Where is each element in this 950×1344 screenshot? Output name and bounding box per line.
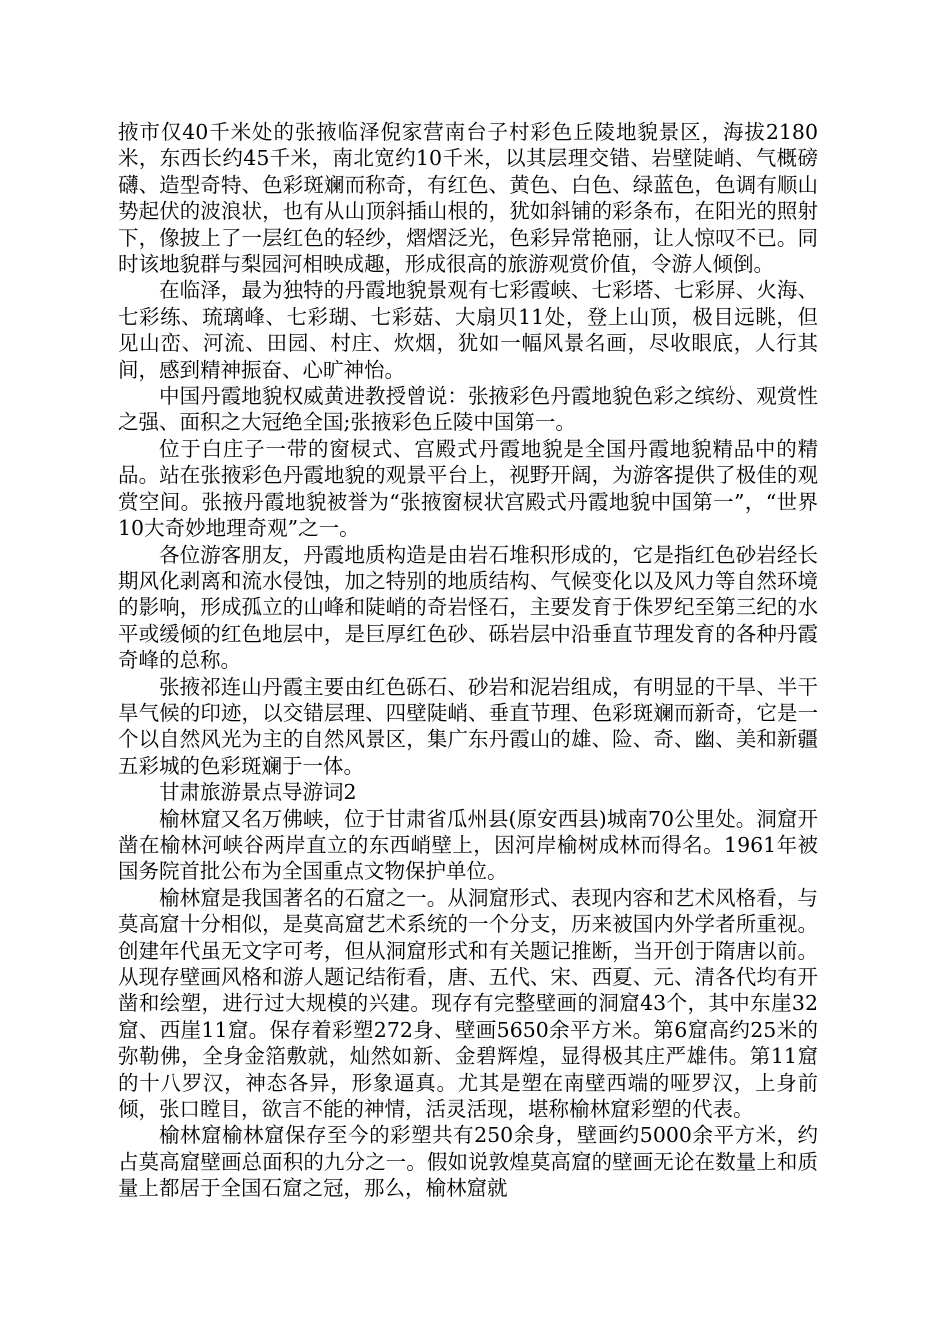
paragraph-4: 位于白庄子一带的窗棂式、宫殿式丹霞地貌是全国丹霞地貌精品中的精品。站在张掖彩色丹霞地貌的观景平台上，视野开阔，为游客提供了极佳的观赏空间。张掖丹霞地貌被誉为“张掖窗棂状宫殿式丹霞地貌中国第一”，“世界10大奇妙地理奇观”之一。 <box>118 436 818 541</box>
paragraph-6: 张掖祁连山丹霞主要由红色砾石、砂岩和泥岩组成，有明显的干旱、半干旱气候的印迹，以交错层理、四壁陡峭、垂直节理、色彩斑斓而新奇，它是一个以自然风光为主的自然风景区，集广东丹霞山的雄、险、奇、幽、美和新疆五彩城的色彩斑斓于一体。 <box>118 674 818 778</box>
paragraph-9: 榆林窟榆林窟保存至今的彩塑共有250余身，壁画约5000余平方米，约占莫高窟壁画总面积的九分之一。假如说敦煌莫高窟的壁画无论在数量上和质量上都居于全国石窟之冠，那么，榆林窟就 <box>118 1123 818 1201</box>
paragraph-3: 中国丹霞地貌权威黄进教授曾说：张掖彩色丹霞地貌色彩之缤纷、观赏性之强、面积之大冠绝全国;张掖彩色丘陵中国第一。 <box>118 384 818 435</box>
document-page <box>118 119 818 1202</box>
paragraph-5: 各位游客朋友，丹霞地质构造是由岩石堆积形成的，它是指红色砂岩经长期风化剥离和流水侵蚀，加之特别的地质结构、气候变化以及风力等自然环境的影响，形成孤立的山峰和陡峭的奇岩怪石，主要发育于侏罗纪至第三纪的水平或缓倾的红色地层中，是巨厚红色砂、砾岩层中沿垂直节理发育的各种丹霞奇峰的总称。 <box>118 542 818 673</box>
paragraph-8: 榆林窟是我国著名的石窟之一。从洞窟形式、表现内容和艺术风格看，与莫高窟十分相似，是莫高窟艺术系统的一个分支，历来被国内外学者所重视。创建年代虽无文字可考，但从洞窟形式和有关题记推断，当开创于隋唐以前。从现存壁画风格和游人题记结衔看，唐、五代、宋、西夏、元、清各代均有开凿和绘塑，进行过大规模的兴建。现存有完整壁画的洞窟43个，其中东崖32窟、西崖11窟。保存着彩塑272身、壁画5650余平方米。第6窟高约25米的弥勒佛，全身金箔敷就，灿然如新、金碧辉煌，显得极其庄严雄伟。第11窟的十八罗汉，神态各异，形象逼真。尤其是塑在南壁西端的哑罗汉，上身前倾，张口瞠目，欲言不能的神情，活灵活现，堪称榆林窟彩塑的代表。 <box>118 885 818 1122</box>
section-heading: 甘肃旅游景点导游词2 <box>159 780 357 805</box>
paragraph-2: 在临泽，最为独特的丹霞地貌景观有七彩霞峡、七彩塔、七彩屏、火海、七彩练、琉璃峰、七彩瑚、七彩菇、大扇贝11处，登上山顶，极目远眺，但见山峦、河流、田园、村庄、炊烟，犹如一幅风景名画，尽收眼底，人行其间，感到精神振奋、心旷神怡。 <box>118 278 818 382</box>
paragraph-7: 榆林窟又名万佛峡，位于甘肃省瓜州县(原安西县)城南70公里处。洞窟开凿在榆林河峡谷两岸直立的东西峭壁上，因河岸榆树成林而得名。1961年被国务院首批公布为全国重点文物保护单位。 <box>118 806 818 884</box>
paragraph-1: 掖市仅40千米处的张掖临泽倪家营南台子村彩色丘陵地貌景区，海拔2180米，东西长约45千米，南北宽约10千米，以其层理交错、岩壁陡峭、气概磅礴、造型奇特、色彩斑斓而称奇，有红色、黄色、白色、绿蓝色，色调有顺山势起伏的波浪状，也有从山顶斜插山根的，犹如斜铺的彩条布，在阳光的照射下，像披上了一层红色的轻纱，熠熠泛光，色彩异常艳丽，让人惊叹不已。同时该地貌群与梨园河相映成趣，形成很高的旅游观赏价值，令游人倾倒。 <box>118 120 818 277</box>
